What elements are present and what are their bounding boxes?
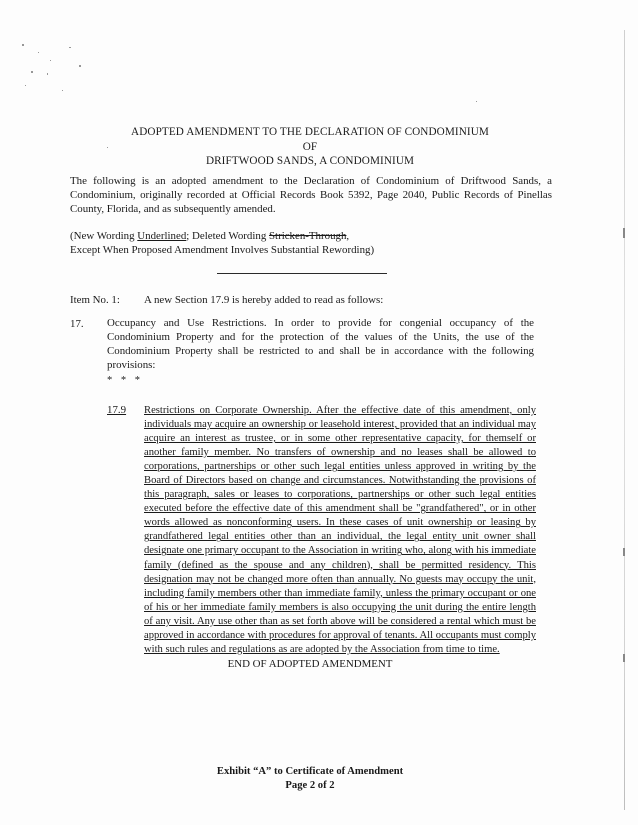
page-footer	[70, 765, 550, 792]
legend-close: ,	[346, 230, 350, 242]
scan-edge-mark	[623, 654, 625, 662]
section-17-9-text: Restrictions on Corporate Ownership. After the effective date of this amendment, only individuals may acquire an ownership or leasehold interest, provided that an individual may acquire an interest as trustee, or in some other representative capacity, for themself or another family member. No transfers of ownership and no leases shall be allowed to corporations, partnerships or other such legal entities unless approved in writing by the Board of Directors based on change and circumstances. Notwithstanding the provisions of this paragraph, sales or leases to corporations, partnerships or other such legal entities executed before the effective date of this amendment shall be "grandfathered", or in other words allowed as nonconforming users. In these cases of unit ownership or leasing by grandfathered legal entities other than an individual, the legal entity unit owner shall designate one primary occupant to the Association in writing who, along with his immediate family (defined as the spouse and any children), shall be permitted residency. This designation may not be changed more often than annually. No guests may occupy the unit, including family members other than immediate family, unless the primary occupant or one of his or her immediate family members is also occupying the unit during the entire length of any visit. Any use other than as set forth above will be considered a rental which must be approved in accordance with procedures for approval of tenants. All occupants must comply with such rules and regulations as are adopted by the Association from time to time.	[144, 405, 536, 655]
title-line-1: ADOPTED AMENDMENT TO THE DECLARATION OF CONDOMINIUM	[131, 126, 489, 138]
scan-speck	[50, 60, 51, 61]
scan-speck	[79, 65, 81, 67]
scan-speck	[62, 90, 63, 91]
scan-edge-mark	[623, 228, 625, 238]
scan-speck	[31, 71, 33, 73]
wording-legend	[70, 230, 552, 258]
scan-edge-mark	[623, 548, 625, 556]
legend-underlined: Underlined	[137, 230, 187, 242]
legend-stricken: Stricken-Through	[268, 230, 347, 242]
document-title	[70, 125, 550, 169]
scan-speck	[38, 52, 39, 53]
footer-exhibit: Exhibit “A” to Certificate of Amendment	[216, 766, 404, 777]
scan-edge-line	[624, 30, 625, 810]
section-17-text: Occupancy and Use Restrictions. In order to provide for congenial occupancy of the Condominium Property and for the protection of the values of the Units, the use of the Condominium Property shall be restricted to and shall be in accordance with the following provisions:	[107, 317, 534, 371]
scan-speck	[22, 44, 24, 46]
title-line-2: OF	[302, 140, 318, 153]
intro-paragraph: The following is an adopted amendment to the Declaration of Condominium of Driftwood Sands, a Condominium, originally recorded at Official Records Book 5392, Page 2040, Public Records of Pinellas County, Florida, and as subsequently amended.	[70, 175, 552, 215]
end-of-amendment: END OF ADOPTED AMENDMENT	[227, 658, 393, 670]
scan-speck	[69, 47, 71, 48]
section-17-9-number: 17.9	[107, 404, 127, 416]
item-row	[70, 293, 383, 307]
section-divider	[217, 273, 387, 274]
section-17-number: 17.	[70, 318, 84, 330]
legend-line-2: Except When Proposed Amendment Involves Substantial Rewording)	[70, 243, 375, 256]
scan-speck	[47, 73, 48, 75]
legend-open: (New Wording	[70, 230, 138, 242]
item-number: Item No. 1:	[70, 294, 120, 306]
item-text: A new Section 17.9 is hereby added to read as follows:	[144, 294, 384, 306]
scan-speck	[476, 101, 477, 102]
footer-page-number: Page 2 of 2	[285, 779, 335, 791]
title-line-3: DRIFTWOOD SANDS, A CONDOMINIUM	[205, 155, 415, 167]
scan-speck	[25, 85, 26, 86]
legend-middle: ; Deleted Wording	[186, 230, 269, 242]
ellipsis-marker: * * *	[107, 375, 143, 386]
